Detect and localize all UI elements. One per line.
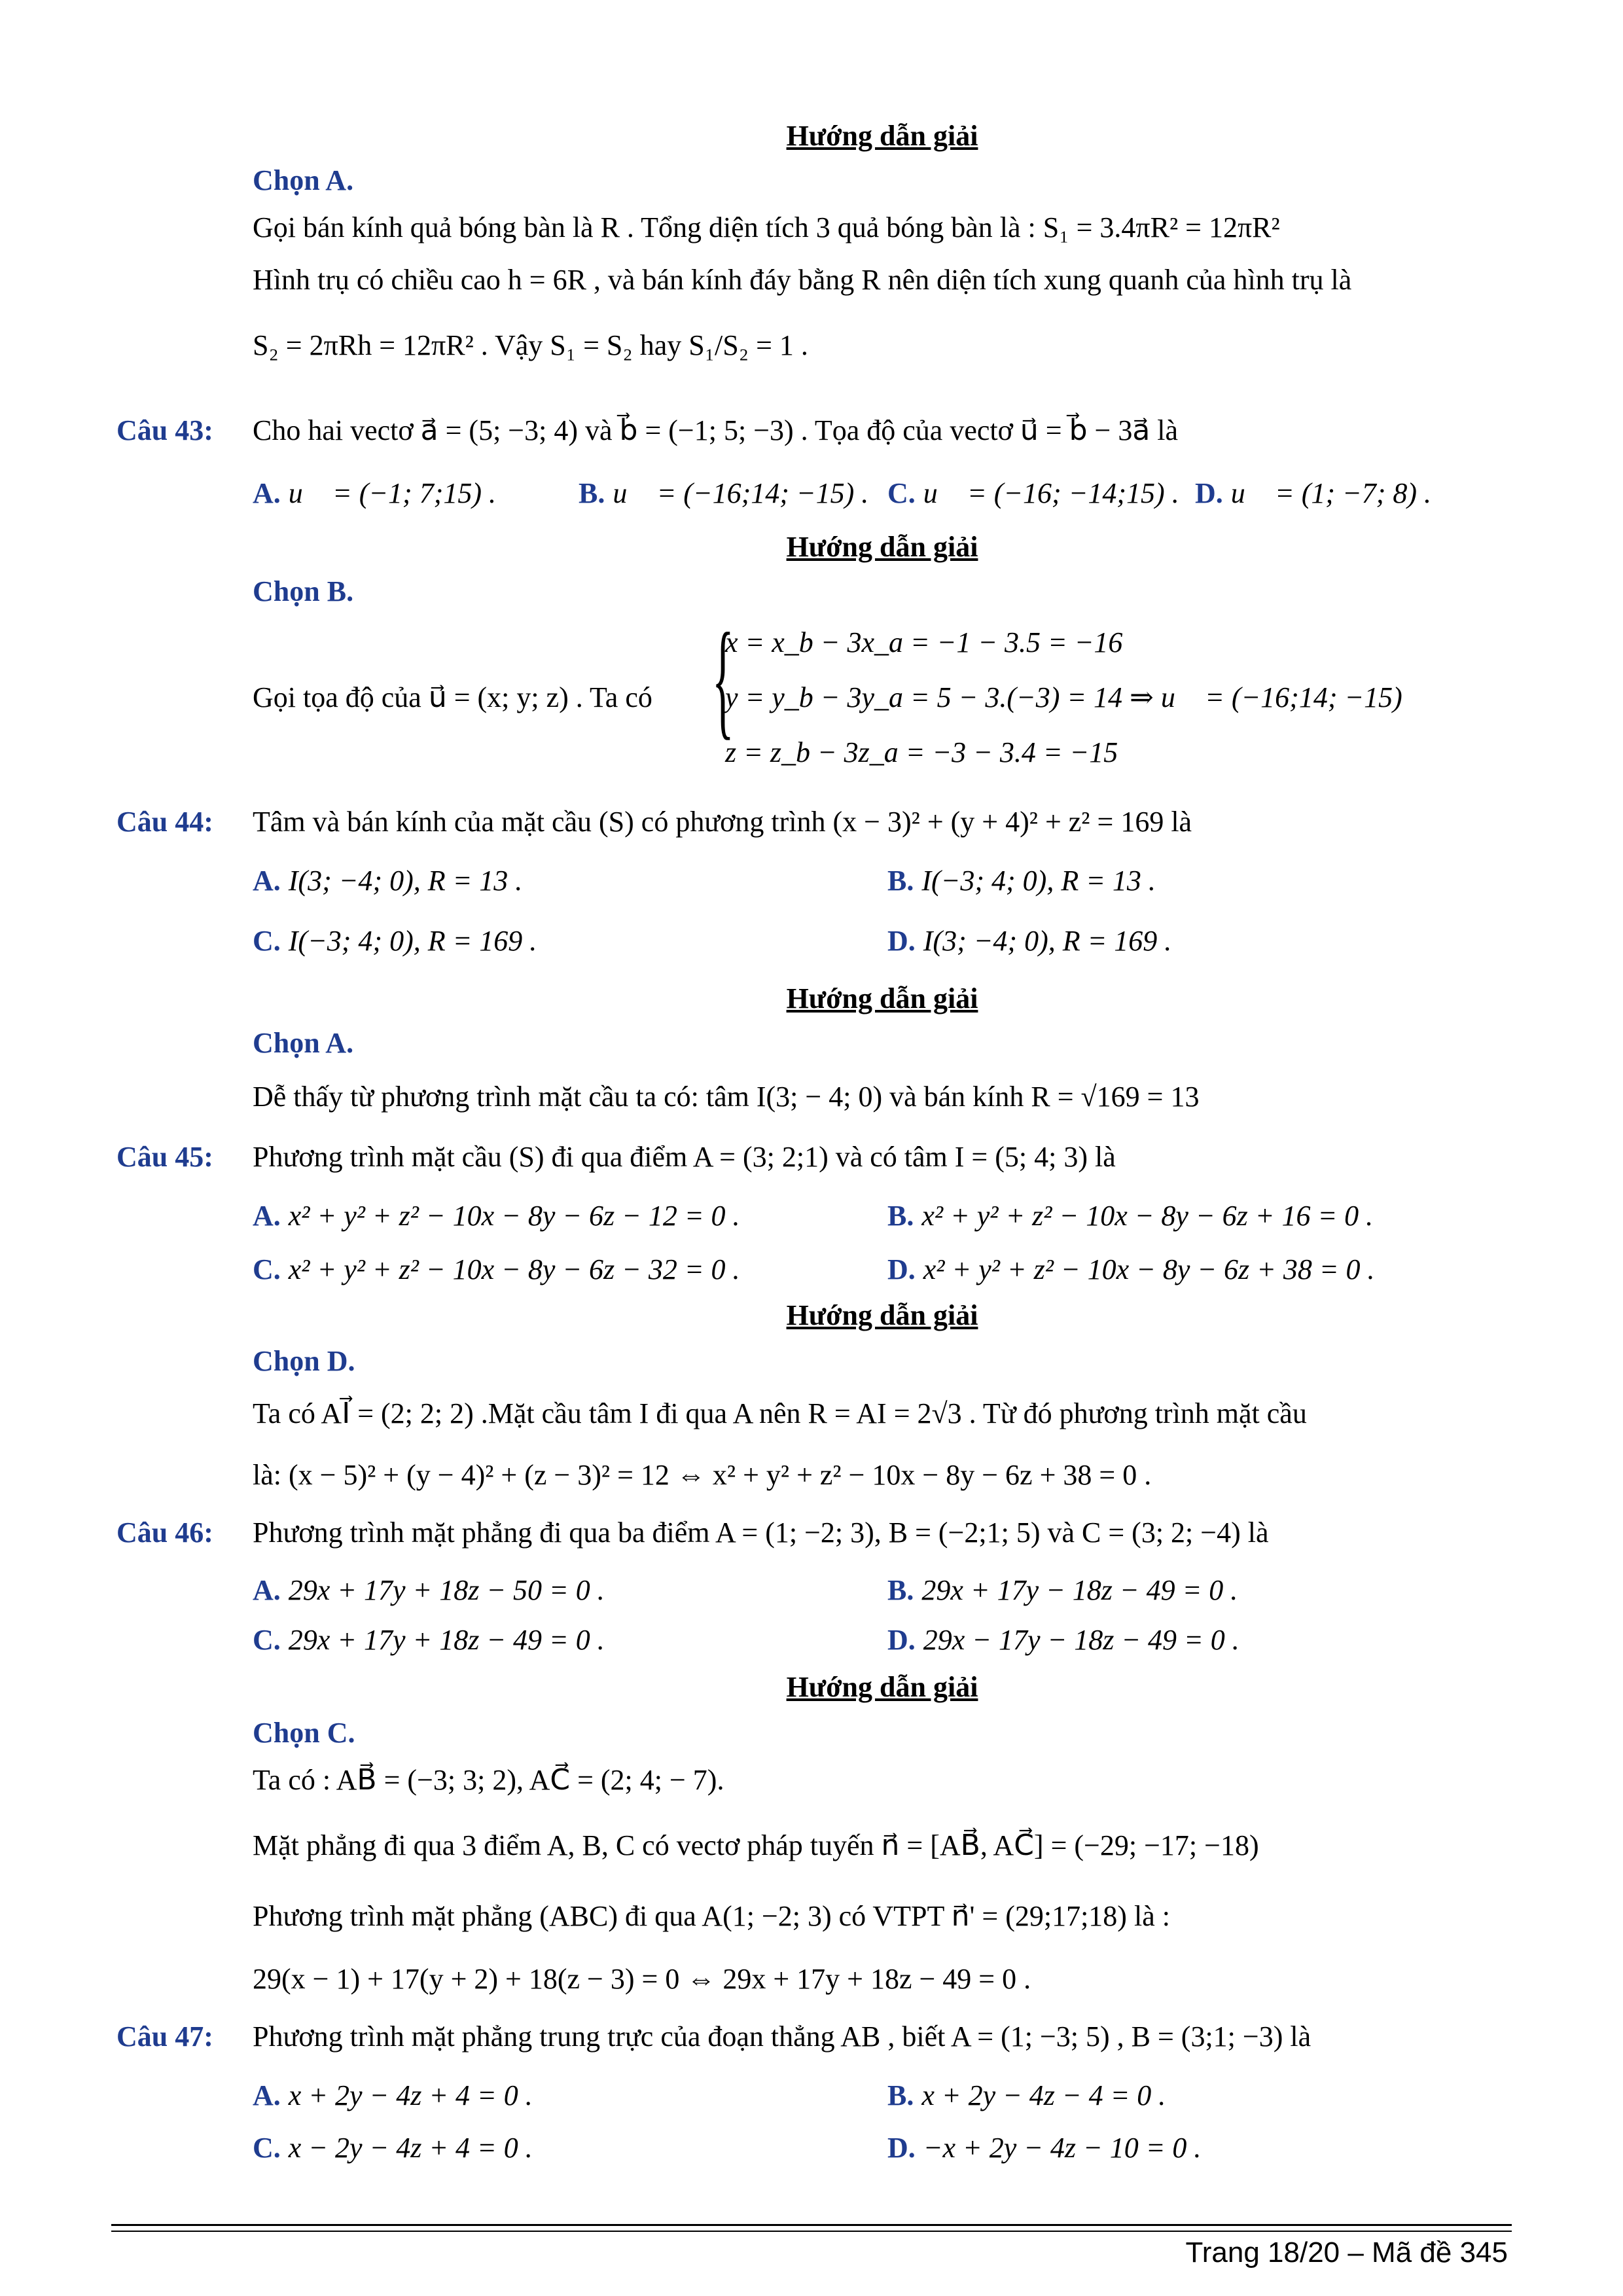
option-text: 29x + 17y − 18z − 49 = 0 . xyxy=(921,1574,1238,1606)
option-label: C. xyxy=(253,2132,281,2164)
answer-choice: Chọn B. xyxy=(253,575,354,607)
system-equation: y = y_b − 3y_a = 5 − 3.(−3) = 14 ⇒ u⃗ = (−16;14; −15) xyxy=(725,681,1402,713)
option-text: x − 2y − 4z + 4 = 0 . xyxy=(288,2132,533,2164)
option-label: D. xyxy=(887,1624,916,1656)
solution-text: Gọi tọa độ của u⃗ = (x; y; z) . Ta có xyxy=(253,681,652,713)
option-text: I(3; −4; 0), R = 169 . xyxy=(923,925,1172,957)
option-c xyxy=(887,475,1179,512)
option-label: C. xyxy=(887,477,916,509)
option-b xyxy=(887,1572,1238,1609)
option-a xyxy=(253,1572,605,1609)
answer-choice: Chọn D. xyxy=(253,1345,355,1377)
solution-heading: Hướng dẫn giải xyxy=(786,982,978,1014)
solution-heading: Hướng dẫn giải xyxy=(786,1671,978,1703)
solution-text: Ta có AI⃗ = (2; 2; 2) .Mặt cầu tâm I đi qua A nên R = AI = 2√3 . Từ đó phương trình mặt cầu xyxy=(253,1397,1307,1429)
option-text: x + 2y − 4z + 4 = 0 . xyxy=(288,2079,533,2111)
option-a xyxy=(253,863,522,899)
option-text: I(3; −4; 0), R = 13 . xyxy=(288,865,523,897)
option-label: B. xyxy=(887,1574,914,1606)
option-label: B. xyxy=(887,1200,914,1232)
option-label: C. xyxy=(253,1624,281,1656)
option-label: D. xyxy=(887,2132,916,2164)
option-text: I(−3; 4; 0), R = 13 . xyxy=(921,865,1156,897)
option-label: C. xyxy=(253,925,281,957)
option-label: A. xyxy=(253,2079,281,2111)
option-label: B. xyxy=(887,2079,914,2111)
question-label: Câu 43: xyxy=(116,414,213,446)
option-c xyxy=(253,1622,605,1659)
solution-heading: Hướng dẫn giải xyxy=(786,531,978,563)
solution-text: Ta có : AB⃗ = (−3; 3; 2), AC⃗ = (2; 4; − 7). xyxy=(253,1764,724,1796)
solution-text: là: (x − 5)² + (y − 4)² + (z − 3)² = 12 ⇔ x² + y² + z² − 10x − 8y − 6z + 38 = 0 . xyxy=(253,1459,1152,1491)
option-label: D. xyxy=(1195,477,1223,509)
option-text: 29x − 17y − 18z − 49 = 0 . xyxy=(923,1624,1240,1656)
question-text: Phương trình mặt cầu (S) đi qua điểm A = (3; 2;1) và có tâm I = (5; 4; 3) là xyxy=(253,1141,1116,1173)
option-b xyxy=(887,2077,1166,2114)
solution-text: S₂ = 2πRh = 12πR² . Vậy S₁ = S₂ hay S₁/S₂ = 1 . xyxy=(253,329,808,361)
option-a xyxy=(253,475,496,512)
option-a xyxy=(253,1198,740,1234)
answer-choice: Chọn A. xyxy=(253,164,354,196)
option-c xyxy=(253,923,537,960)
option-text: 29x + 17y + 18z − 50 = 0 . xyxy=(288,1574,605,1606)
option-text: u⃗ = (−16;14; −15) . xyxy=(613,477,869,509)
option-d xyxy=(1195,475,1431,512)
solution-text: Dễ thấy từ phương trình mặt cầu ta có: tâm I(3; − 4; 0) và bán kính R = √169 = 13 xyxy=(253,1081,1200,1113)
option-b xyxy=(887,863,1156,899)
option-text: 29x + 17y + 18z − 49 = 0 . xyxy=(288,1624,605,1656)
option-text: u⃗ = (−1; 7;15) . xyxy=(288,477,496,509)
solution-text: 29(x − 1) + 17(y + 2) + 18(z − 3) = 0 ⇔ 29x + 17y + 18z − 49 = 0 . xyxy=(253,1963,1031,1995)
option-text: x² + y² + z² − 10x − 8y − 6z + 16 = 0 . xyxy=(921,1200,1374,1232)
question-text: Cho hai vectơ a⃗ = (5; −3; 4) và b⃗ = (−1; 5; −3) . Tọa độ của vectơ u⃗ = b⃗ − 3a⃗ là xyxy=(253,414,1179,446)
option-c xyxy=(253,1251,740,1288)
option-label: D. xyxy=(887,925,916,957)
question-label: Câu 45: xyxy=(116,1141,213,1173)
option-d xyxy=(887,1251,1375,1288)
option-text: x² + y² + z² − 10x − 8y − 6z − 32 = 0 . xyxy=(288,1253,740,1285)
option-label: B. xyxy=(887,865,914,897)
option-b xyxy=(887,1198,1373,1234)
option-c xyxy=(253,2130,533,2166)
question-label: Câu 46: xyxy=(116,1516,213,1549)
question-text: Tâm và bán kính của mặt cầu (S) có phương trình (x − 3)² + (y + 4)² + z² = 169 là xyxy=(253,806,1192,838)
system-equation: x = x_b − 3x_a = −1 − 3.5 = −16 xyxy=(725,626,1123,658)
option-label: A. xyxy=(253,477,281,509)
option-text: I(−3; 4; 0), R = 169 . xyxy=(288,925,537,957)
solution-text: Phương trình mặt phẳng (ABC) đi qua A(1; −2; 3) có VTPT n⃗' = (29;17;18) là : xyxy=(253,1900,1170,1932)
system-equation: z = z_b − 3z_a = −3 − 3.4 = −15 xyxy=(725,736,1118,768)
solution-heading: Hướng dẫn giải xyxy=(786,1299,978,1331)
page-footer: Trang 18/20 – Mã đề 345 xyxy=(1185,2236,1508,2269)
question-text: Phương trình mặt phẳng trung trực của đoạn thẳng AB , biết A = (1; −3; 5) , B = (3;1; −3) là xyxy=(253,2020,1311,2053)
question-label: Câu 47: xyxy=(116,2020,213,2053)
option-label: A. xyxy=(253,1200,281,1232)
solution-heading: Hướng dẫn giải xyxy=(786,120,978,152)
option-text: x² + y² + z² − 10x − 8y − 6z + 38 = 0 . xyxy=(923,1253,1375,1285)
footer-divider xyxy=(111,2224,1512,2226)
option-a xyxy=(253,2077,533,2114)
option-text: x + 2y − 4z − 4 = 0 . xyxy=(921,2079,1166,2111)
option-label: D. xyxy=(887,1253,916,1285)
option-b xyxy=(579,475,868,512)
option-label: A. xyxy=(253,865,281,897)
option-text: u⃗ = (−16; −14;15) . xyxy=(923,477,1179,509)
question-label: Câu 44: xyxy=(116,806,213,838)
option-d xyxy=(887,1622,1240,1659)
option-label: C. xyxy=(253,1253,281,1285)
question-text: Phương trình mặt phẳng đi qua ba điểm A = (1; −2; 3), B = (−2;1; 5) và C = (3; 2; −4) là xyxy=(253,1516,1269,1549)
answer-choice: Chọn C. xyxy=(253,1717,355,1749)
solution-text: Mặt phẳng đi qua 3 điểm A, B, C có vectơ pháp tuyến n⃗ = [AB⃗, AC⃗] = (−29; −17; −18) xyxy=(253,1829,1259,1861)
solution-text: Gọi bán kính quả bóng bàn là R . Tổng diện tích 3 quả bóng bàn là : S₁ = 3.4πR² = 12πR² xyxy=(253,211,1280,243)
option-d xyxy=(887,923,1171,960)
option-label: A. xyxy=(253,1574,281,1606)
option-text: x² + y² + z² − 10x − 8y − 6z − 12 = 0 . xyxy=(288,1200,740,1232)
solution-text: Hình trụ có chiều cao h = 6R , và bán kính đáy bằng R nên diện tích xung quanh của hình trụ là xyxy=(253,264,1352,296)
option-text: u⃗ = (1; −7; 8) . xyxy=(1230,477,1431,509)
option-label: B. xyxy=(579,477,605,509)
option-d xyxy=(887,2130,1201,2166)
option-text: −x + 2y − 4z − 10 = 0 . xyxy=(923,2132,1202,2164)
answer-choice: Chọn A. xyxy=(253,1027,354,1059)
footer-divider xyxy=(111,2231,1512,2232)
system-brace: { xyxy=(712,607,734,751)
